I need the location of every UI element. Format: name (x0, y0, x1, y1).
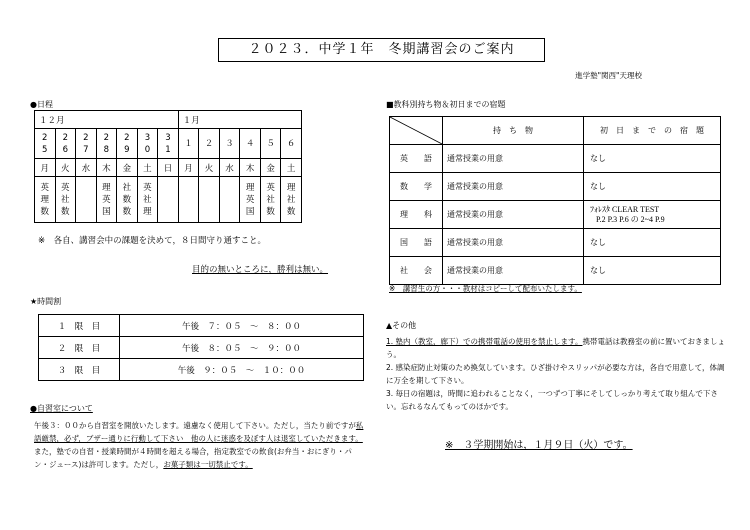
table-row: 英 語 通常授業の用意 なし (390, 145, 721, 173)
day-of-week: 木 (240, 159, 261, 177)
timetable-row: ３ 限 目 午後 ９：０５ ～ １０：００ (39, 359, 364, 381)
day-of-week: 日 (158, 159, 179, 177)
day-of-week: 月 (35, 159, 56, 177)
table-row: 社 会 通常授業の用意 なし (390, 257, 721, 285)
study-room-heading: ●自習室について (30, 404, 93, 413)
diagonal-cell (390, 117, 443, 145)
day-of-week: 水 (219, 159, 240, 177)
page-title: ２０２３．中学１年 冬期講習会のご案内 (218, 38, 545, 62)
day-date: ５ (260, 129, 281, 159)
day-date: 2 8 (96, 129, 117, 159)
day-subjects: 英 社 理 (137, 177, 158, 223)
day-date: 2 5 (35, 129, 56, 159)
school-name: 進学塾"関西"天理校 (575, 71, 642, 80)
table-row: 国 語 通常授業の用意 なし (390, 229, 721, 257)
day-subjects (199, 177, 220, 223)
day-subjects: 社 数 数 (117, 177, 138, 223)
day-of-week: 金 (117, 159, 138, 177)
day-subjects: 理 英 国 (240, 177, 261, 223)
day-date: ６ (281, 129, 302, 159)
col-homework: 初 日 ま で の 宿 題 (584, 117, 721, 145)
table-row: 数 学 通常授業の用意 なし (390, 173, 721, 201)
timetable-row: １ 限 目 午後 ７：０５ ～ ８：００ (39, 315, 364, 337)
day-date: 2 7 (76, 129, 97, 159)
timetable-row: ２ 限 目 午後 ８：０５ ～ ９：００ (39, 337, 364, 359)
month-dec: １２月 (35, 111, 179, 129)
homework-table (389, 116, 721, 285)
day-subjects (219, 177, 240, 223)
day-of-week: 火 (55, 159, 76, 177)
schedule-table (34, 110, 302, 223)
other-item-3: 3. 毎日の宿題は，時間に追われることなく，一つずつ丁寧にそしてしっかり考えて取り組んで下さい。忘れるなんてもってのほかです。 (386, 389, 718, 411)
day-subjects (76, 177, 97, 223)
day-of-week: 月 (178, 159, 199, 177)
day-of-week: 火 (199, 159, 220, 177)
month-jan: １月 (178, 111, 301, 129)
day-subjects (158, 177, 179, 223)
day-of-week: 金 (260, 159, 281, 177)
day-date: ４ (240, 129, 261, 159)
schedule-note: ※ 各自、講習会中の課題を決めて，８日間守り通すこと。 (38, 236, 266, 246)
day-date: 3 0 (137, 129, 158, 159)
homework-note: ※ 講習生の方・・・教材はコピーして配布いたします。 (389, 284, 582, 293)
day-of-week: 水 (76, 159, 97, 177)
day-of-week: 土 (137, 159, 158, 177)
day-of-week: 木 (96, 159, 117, 177)
day-subjects: 英 社 数 (55, 177, 76, 223)
timetable (38, 314, 364, 381)
day-subjects: 理 英 国 (96, 177, 117, 223)
schedule-heading: ●日程 (30, 100, 53, 109)
table-row: 理 科 通常授業の用意 ﾌｫﾚｽﾀ CLEAR TEST P.2 P.3 P.6 の 2~4 P.9 (390, 201, 721, 229)
day-subjects (178, 177, 199, 223)
diagonal-line-icon (390, 117, 442, 144)
timetable-heading: ★時間割 (30, 297, 62, 306)
study-room-text: 午後３：００から自習室を開放いたします。遠慮なく使用して下さい。ただし，当たり前ですが私語厳禁，必ず，ブザー通りに行動して下さい 他の人に迷惑を及ぼす人は退室していただきます。また，塾での自習・授業時間が４時間を超える場合，指定教室での飲食(お弁当・おにぎり・パン・ジュース)は許可します。ただし，お菓子類は一切禁止です。 (34, 421, 364, 469)
day-date: １ (178, 129, 199, 159)
day-subjects: 理 社 数 (281, 177, 302, 223)
other-item-1: 1. 塾内（教室，廊下）での携帯電話の使用を禁止します。携帯電話は教務室の前に置いておきましょう。 (386, 337, 725, 359)
other-heading: ▲その他 (386, 321, 417, 330)
term-start-notice: ※ ３学期開始は，１月９日（火）です。 (445, 440, 633, 451)
day-date: 3 1 (158, 129, 179, 159)
day-date: 2 6 (55, 129, 76, 159)
day-date: ２ (199, 129, 220, 159)
col-items: 持 ち 物 (443, 117, 584, 145)
day-date: 2 9 (117, 129, 138, 159)
day-date: ３ (219, 129, 240, 159)
day-subjects: 英 社 数 (260, 177, 281, 223)
day-subjects: 英 理 数 (35, 177, 56, 223)
motto: 目的の無いところに，勝利は無い。 (192, 265, 329, 275)
homework-heading: ■教科別持ち物＆初日までの宿題 (386, 100, 506, 109)
other-item-2: 2. 感染症防止対策のため換気しています。ひざ掛けやスリッパが必要な方は，各自で用意して，体調に万全を期して下さい。 (386, 363, 725, 385)
day-of-week: 土 (281, 159, 302, 177)
